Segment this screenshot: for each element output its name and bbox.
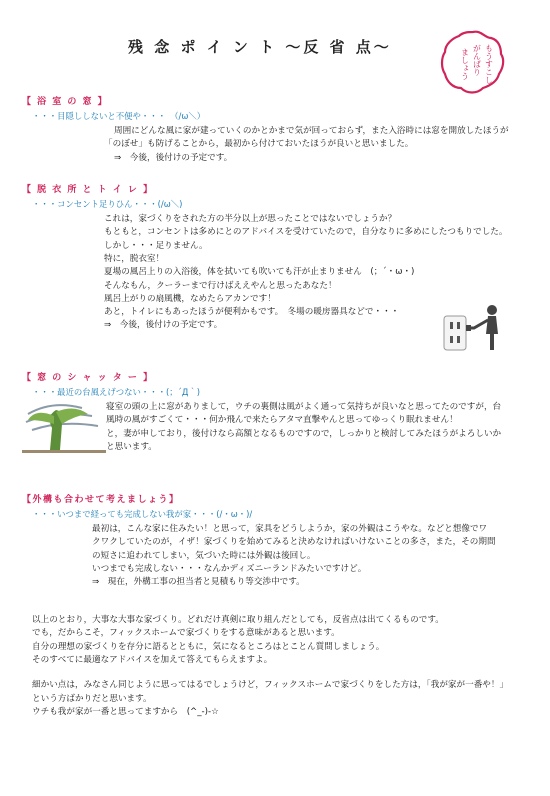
body-line: そんなもん，クーラーまで行けばええやんと思ったあなた！	[104, 280, 337, 291]
body-line: いつまでも完成しない・・・なんかディズニーランドみたいですけど。	[92, 563, 367, 574]
body-line: 寝室の頭の上に窓がありまして，ウチの裏側は風がよく通って気持ちが良いなと思ってたのですが，台	[106, 401, 502, 412]
stamp-text-2: がんばり	[472, 44, 482, 76]
body-line: あと，トイレにもあったほうが便利かもです。 冬場の暖房器具などで・・・	[104, 307, 400, 318]
closing-line: 細かい点は，みなさん同じように思ってはるでしょうけど，フィックスホームで家づくりをした方は，「我が家が一番や！」	[32, 680, 509, 691]
body-line: 最初は，こんな家に住みたい！と思って，家具をどうしようか，家の外観はこうやな。などと想像でワ	[92, 523, 488, 534]
body-line: の短さに追われてしまい，気づいた時には外観は後回し。	[92, 550, 316, 561]
closing-text	[32, 614, 532, 719]
closing-line: 自分の理想の家づくりを存分に語るとともに，気になるところはとことん質問しましょう。	[32, 641, 385, 652]
typhoon-illustration	[22, 394, 106, 456]
section-heading: 【 窓 の シ ャ ッ タ ー 】	[22, 373, 154, 383]
body-line: 特に，脱衣室！	[104, 253, 165, 264]
section-subheading: ・・・コンセント足りひん・・・(/ω＼)	[32, 198, 183, 209]
body-line: これは，家づくりをされた方の半分以上が思ったことではないでしょうか？	[104, 213, 397, 224]
body-line: と思います。	[106, 441, 157, 452]
body-line: 周囲にどんな風に家が建っていくのかとかまで気が回っておらず，また入浴時には窓を開放したほうが	[114, 125, 509, 136]
section-heading: 【 浴 室 の 窓 】	[22, 97, 109, 107]
body-line: ⇒ 現在，外構工事の担当者と見積もり等交渉中です。	[92, 577, 305, 588]
body-line: 夏場の風呂上りの入浴後，体を拭いても吹いても汗が止まりません (；´・ω・)	[104, 267, 415, 278]
body-line: 風呂上がりの扇風機，なめたらアカンです！	[104, 293, 276, 304]
closing-line: そのすべてに最適なアドバイスを加えて答えてもらえますよ。	[32, 654, 273, 665]
closing-line: ウチも我が家が一番と思ってますから (^_-)-☆	[32, 706, 219, 717]
body-line: クワクしていたのが，イザ！家づくりを始めてみると決めなければいけないことの多さ，また，その期間	[92, 537, 496, 548]
body-line: しかし・・・足りません。	[104, 240, 208, 251]
section-body	[22, 523, 528, 590]
body-line: ⇒ 今後，後付けの予定です。	[104, 320, 223, 331]
closing-line: という方ばかりだと思います。	[32, 693, 152, 704]
closing-line: でも，だからこそ，フィックスホームで家づくりをする意味があると思います。	[32, 628, 340, 639]
body-line: もともと，コンセントは多めにとのアドバイスを受けていたので，自分なりに多めにしたつもりでした。	[104, 227, 508, 238]
stamp-text-1: もうすこし	[484, 44, 494, 84]
body-line: ⇒ 今後，後付けの予定です。	[114, 152, 233, 163]
section-subheading: ・・・いつまで経っても完成しない我が家・・・(/・ω・)/	[32, 508, 253, 519]
page-title: 残 念 ポ イ ン ト 〜反 省 点〜	[128, 38, 392, 56]
plug-outlet-illustration	[440, 300, 508, 356]
body-line: と，妻が申しており，後付けなら高額となるものですので，しっかりと検討してみたほうがよろしいか	[106, 428, 502, 439]
section-bathroom-window	[22, 96, 528, 165]
stamp-illustration	[437, 26, 509, 98]
section-heading: 【 脱 衣 所 と ト イ レ 】	[22, 185, 154, 195]
section-exterior	[22, 494, 528, 590]
body-line: 風時の風がすごくて・・・何か飛んで来たらアタマ直撃やんと思ってゆっくり眠れません！	[106, 415, 458, 426]
section-subheading: ・・・目隠ししないと不便や・・・ （/ω＼）	[32, 110, 206, 121]
section-heading: 【外構も合わせて考えましょう】	[22, 495, 180, 505]
closing-line: 以上のとおり，大事な大事な家づくり。どれだけ真剣に取り組んだとしても，反省点は出てくるものです。	[32, 615, 444, 625]
section-subheading: ・・・最近の台風えげつない・・・(；´Д｀)	[32, 386, 201, 397]
section-body	[22, 125, 528, 165]
stamp-text-3: ましょう	[460, 48, 470, 80]
body-line: 「のぼせ」も防げることから，最初から付けておいたほうが良いと思いました。	[104, 139, 414, 150]
